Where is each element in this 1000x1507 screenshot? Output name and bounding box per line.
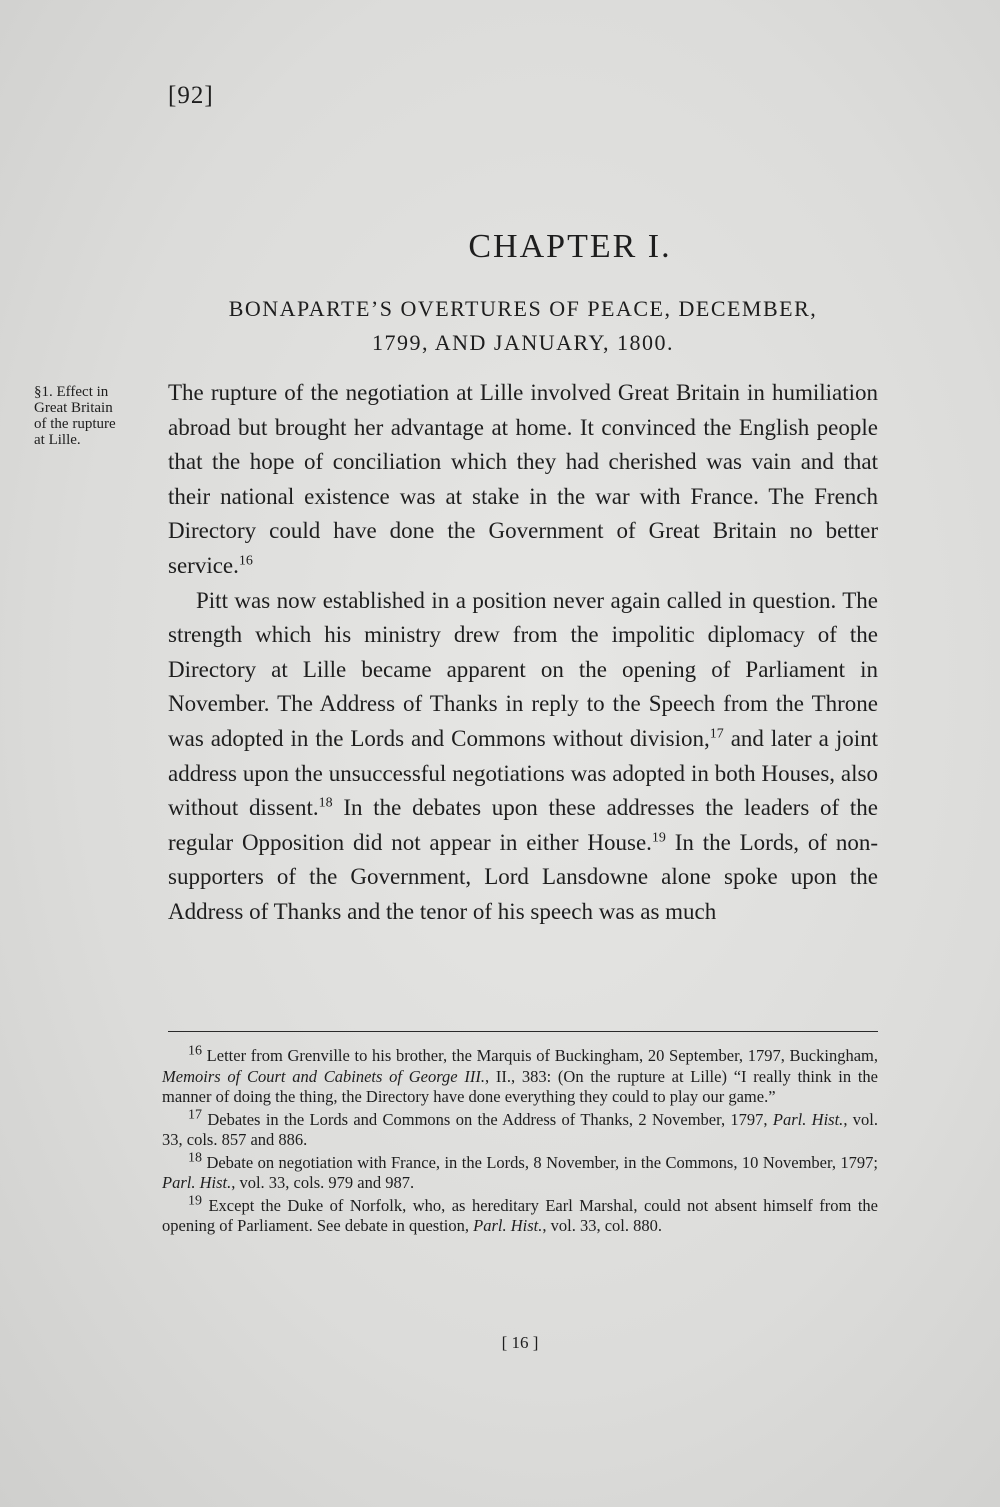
footnote-text: , vol. 33, cols. 857 and 886. [162,1109,878,1149]
footnotes [162,1043,878,1239]
paragraph-1 [168,376,878,584]
footnote-19 [162,1193,878,1237]
sidenote-line: at Lille. [34,432,81,448]
footnote-17 [162,1107,878,1151]
chapter-subtitle [168,292,878,360]
footnote-number: 17 [188,1107,202,1122]
footnote-number: 19 [188,1193,202,1208]
footnote-divider [168,1031,878,1032]
footnote-text: , II., 383: (On the rupture at Lille) “I really think in the manner of doing the thing, the Directory have done everything they could to play our game.” [162,1066,878,1106]
footnote-ref-17: 17 [709,726,724,742]
footnote-title: Memoirs of Court and Cabinets of George III. [162,1066,485,1086]
footnote-text: Debates in the Lords and Commons on the Address of Thanks, 2 November, 1797, [202,1109,773,1129]
footnote-16 [162,1043,878,1108]
body-text [168,376,878,930]
top-page-number: [92] [168,82,214,109]
sidenote-line: Great Britain [34,400,113,416]
footnote-text: , vol. 33, col. 880. [542,1216,662,1235]
paragraph-2-text-b: and later a joint address upon the unsuccessful negotiations was adopted in both Houses, also without dissent. [168,725,878,821]
bottom-page-number: [ 16 ] [501,1333,539,1352]
paragraph-2-text-c: In the debates upon these addresses the leaders of the regular Opposition did not appear in either House. [168,795,879,855]
footnote-text: Except the Duke of Norfolk, who, as hereditary Earl Marshal, could not absent himself from the opening of Parliament. See debate in question, [162,1195,878,1235]
paragraph-1-text: The rupture of the negotiation at Lille involved Great Britain in humiliation abroad but brought her advantage at home. It convinced the English people that the hope of conciliation which they had cherished was vain and that their national existence was at stake in the war with France. The French Directory could have done the Government of Great Britain no better service. [168,380,878,578]
footnote-text: Debate on negotiation with France, in the Lords, 8 November, in the Commons, 10 November, 1797; [202,1152,878,1172]
footnote-ref-16: 16 [238,553,253,569]
paragraph-2 [168,584,878,930]
paragraph-2-text-d: In the Lords, of non-supporters of the Government, Lord Lansdowne alone spoke upon the Address of Thanks and the tenor of his speech was as much [168,829,878,924]
footnote-title: Parl. Hist. [772,1109,844,1129]
chapter-title: CHAPTER I. [468,228,672,265]
footnote-title: Parl. Hist. [162,1173,232,1192]
margin-sidenote [34,384,164,448]
footnote-text: , vol. 33, cols. 979 and 987. [231,1173,415,1192]
chapter-subtitle-line2: 1799, AND JANUARY, 1800. [371,330,675,355]
footnote-ref-18: 18 [318,795,333,811]
sidenote-line: of the rupture [34,416,116,432]
paragraph-2-text-a: Pitt was now established in a position never again called in question. The strength which his ministry drew from the impolitic diplomacy of the Directory at Lille became apparent on the opening of Parliament in November. The Address of Thanks in reply to the Speech from the Throne was adopted in the Lords and Commons without division, [168,587,878,751]
footnote-title: Parl. Hist. [473,1216,543,1235]
footnote-number: 18 [188,1150,202,1165]
footnote-ref-19: 19 [651,830,666,846]
chapter-subtitle-line1: BONAPARTE’S OVERTURES OF PEACE, DECEMBER, [228,296,818,321]
footnote-text: Letter from Grenville to his brother, the Marquis of Buckingham, 20 September, 1797, Buckingham, [202,1046,878,1065]
footnote-number: 16 [188,1043,202,1059]
sidenote-line: §1. Effect in [34,384,109,400]
footnote-18 [162,1150,878,1194]
